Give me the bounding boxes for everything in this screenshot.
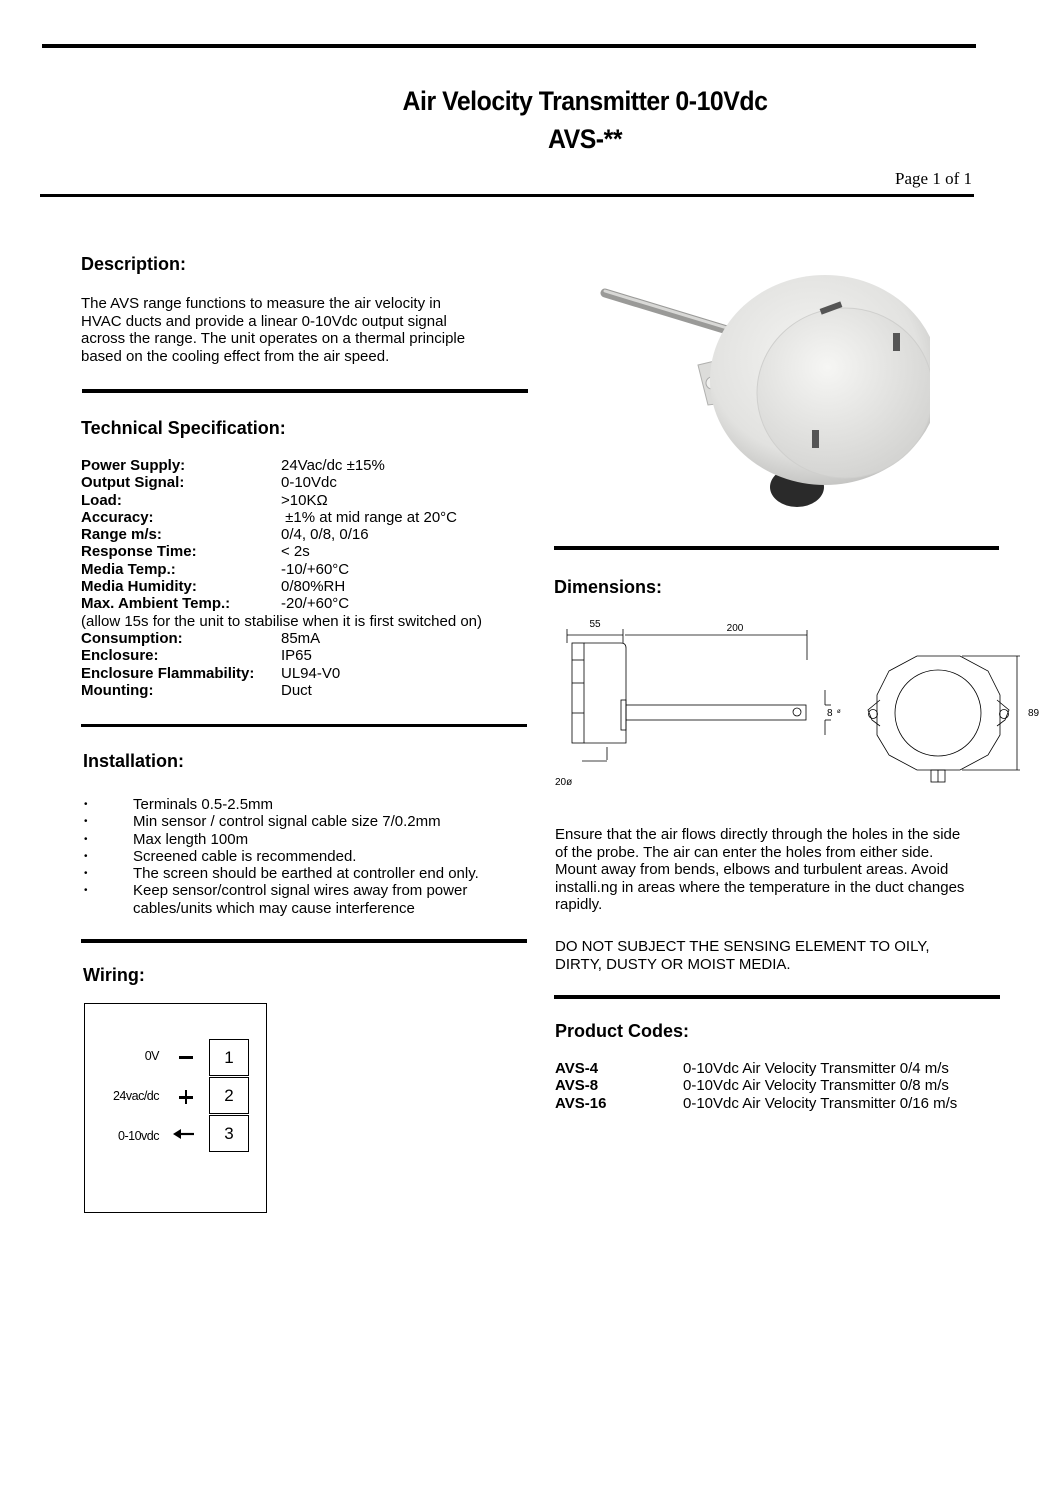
dim-probe-length: 200 (726, 623, 744, 634)
product-description: 0-10Vdc Air Velocity Transmitter 0/8 m/s (683, 1077, 949, 1095)
spec-label: Enclosure: (81, 647, 159, 665)
terminal-2: 2 (209, 1077, 249, 1114)
list-item-text: The screen should be earthed at controller end only. (133, 865, 479, 883)
list-item-text: Max length 100m (133, 830, 249, 848)
spec-value: 24Vac/dc ±15% (281, 457, 385, 474)
product-code: AVS-8 (555, 1077, 599, 1095)
wiring-diagram (84, 1003, 267, 1213)
spec-value: 0/4, 0/8, 0/16 (281, 526, 369, 544)
section-divider (82, 389, 528, 393)
product-description: 0-10Vdc Air Velocity Transmitter 0/16 m/s (683, 1094, 958, 1112)
bullet-icon: • (84, 816, 88, 828)
spec-label: Media Humidity: (81, 578, 197, 596)
bullet-icon: • (84, 799, 88, 810)
spec-row (81, 543, 482, 560)
document-model: AVS-** (547, 124, 623, 154)
terminal-label: 0-10vdc (118, 1129, 159, 1143)
product-codes-table (555, 1060, 957, 1112)
bullet-icon: • (84, 850, 88, 862)
list-item (84, 865, 503, 882)
product-code-row (555, 1060, 957, 1077)
notes-line: rapidly. (555, 896, 603, 913)
installation-notes (555, 826, 964, 914)
spec-label: Media Temp.: (81, 560, 176, 578)
notes-line: of the probe. The air can enter the holes from either side. (555, 843, 934, 861)
product-code-row (555, 1077, 957, 1094)
description-line: The AVS range functions to measure the air velocity in (81, 295, 441, 312)
spec-value: Duct (281, 681, 312, 699)
spec-value: 0-10Vdc (281, 474, 337, 492)
spec-value: ±1% at mid range at 20°C (281, 508, 457, 526)
list-item-text: Keep sensor/control signal wires away from power cables/units which may cause interference (133, 882, 468, 917)
warning-notice (555, 938, 930, 973)
spec-label: Accuracy: (81, 508, 154, 526)
diameter-symbol-icon: ø (837, 709, 841, 715)
spec-row (81, 561, 482, 578)
housing-cover (757, 308, 930, 478)
dimensions-heading: Dimensions: (554, 577, 663, 597)
tech-spec-heading: Technical Specification: (81, 418, 286, 438)
product-description: 0-10Vdc Air Velocity Transmitter 0/4 m/s (683, 1060, 949, 1077)
dim-gland: 20ø (555, 777, 573, 788)
product-code-row (555, 1095, 957, 1112)
spec-label: Max. Ambient Temp.: (81, 595, 231, 613)
spec-label: Load: (81, 491, 122, 509)
spec-row (81, 595, 482, 612)
spec-row (81, 630, 482, 647)
spec-row (81, 665, 482, 682)
header-top-rule (42, 44, 976, 48)
spec-label: Range m/s: (81, 526, 162, 544)
spec-value: >10KΩ (281, 491, 328, 509)
list-item (84, 831, 503, 848)
wiring-heading: Wiring: (83, 965, 145, 985)
dim-probe-diameter: 8 (827, 708, 833, 719)
bullet-icon: • (84, 885, 88, 897)
notes-line: installi.ng in areas where the temperature in the duct changes (555, 878, 965, 896)
product-code: AVS-4 (555, 1060, 599, 1077)
warning-line: DO NOT SUBJECT THE SENSING ELEMENT TO OILY, (555, 938, 930, 955)
spec-value: 85mA (281, 629, 321, 647)
bullet-icon: • (84, 833, 88, 845)
description-heading: Description: (81, 254, 187, 274)
description-line: HVAC ducts and provide a linear 0-10Vdc output signal (81, 312, 447, 330)
spec-row (81, 457, 482, 474)
product-code: AVS-16 (555, 1094, 607, 1112)
list-item (84, 882, 503, 917)
spec-label: Enclosure Flammability: (81, 664, 255, 682)
terminal-3: 3 (209, 1115, 249, 1152)
section-divider (81, 724, 527, 727)
dimension-drawing-side (555, 615, 845, 795)
spec-row (81, 578, 482, 595)
spec-label: Power Supply: (81, 457, 186, 474)
spec-value: UL94-V0 (281, 664, 341, 682)
description-line: across the range. The unit operates on a thermal principle (81, 330, 466, 347)
list-item (84, 848, 503, 865)
spec-value: -10/+60°C (281, 560, 350, 578)
dim-housing-depth: 55 (589, 619, 601, 630)
list-item (84, 813, 503, 830)
page-number: Page 1 of 1 (895, 169, 972, 188)
spec-value: < 2s (281, 543, 310, 561)
list-item-text: Terminals 0.5-2.5mm (133, 796, 274, 813)
installation-heading: Installation: (83, 751, 185, 771)
spec-value: 0/80%RH (281, 578, 346, 596)
arrow-left-icon (173, 1128, 195, 1140)
bullet-icon: • (84, 868, 88, 880)
section-divider (554, 546, 999, 550)
spec-label: Response Time: (81, 543, 197, 561)
spec-value: -20/+60°C (281, 595, 350, 613)
dim-housing-height: 89 (1028, 708, 1040, 719)
list-item-text: Screened cable is recommended. (133, 847, 357, 865)
spec-row (81, 492, 482, 509)
description-text (81, 295, 465, 365)
spec-row (81, 647, 482, 664)
section-divider (554, 995, 1000, 999)
list-item-text: Min sensor / control signal cable size 7/0.2mm (133, 813, 441, 831)
spec-label: Output Signal: (81, 474, 185, 492)
spec-label: Mounting: (81, 681, 154, 699)
product-image (590, 255, 930, 515)
spec-row (81, 526, 482, 543)
warning-line: DIRTY, DUSTY OR MOIST MEDIA. (555, 955, 791, 973)
list-item (84, 796, 503, 813)
section-divider (81, 939, 527, 943)
spec-row (81, 509, 482, 526)
notes-line: Mount away from bends, elbows and turbulent areas. Avoid (555, 861, 949, 878)
terminal-label: 0V (144, 1049, 159, 1063)
spec-value: IP65 (281, 647, 312, 665)
document-title: Air Velocity Transmitter 0-10Vdc (402, 86, 768, 116)
notes-line: Ensure that the air flows directly through the holes in the side (555, 826, 961, 843)
minus-icon (179, 1056, 193, 1059)
dimension-drawing-front (860, 640, 1040, 785)
terminal-1: 1 (209, 1039, 249, 1076)
tech-spec-table (81, 457, 482, 699)
spec-row (81, 474, 482, 491)
header-bottom-rule (40, 194, 974, 197)
spec-label: Consumption: (81, 629, 183, 647)
spec-row (81, 682, 482, 699)
description-line: based on the cooling effect from the air speed. (81, 347, 390, 365)
spec-note: (allow 15s for the unit to stabilise when it is first switched on) (81, 612, 483, 630)
installation-list (84, 796, 503, 917)
product-codes-heading: Product Codes: (555, 1021, 690, 1041)
terminal-label: 24vac/dc (112, 1089, 159, 1103)
plus-icon (179, 1090, 193, 1104)
